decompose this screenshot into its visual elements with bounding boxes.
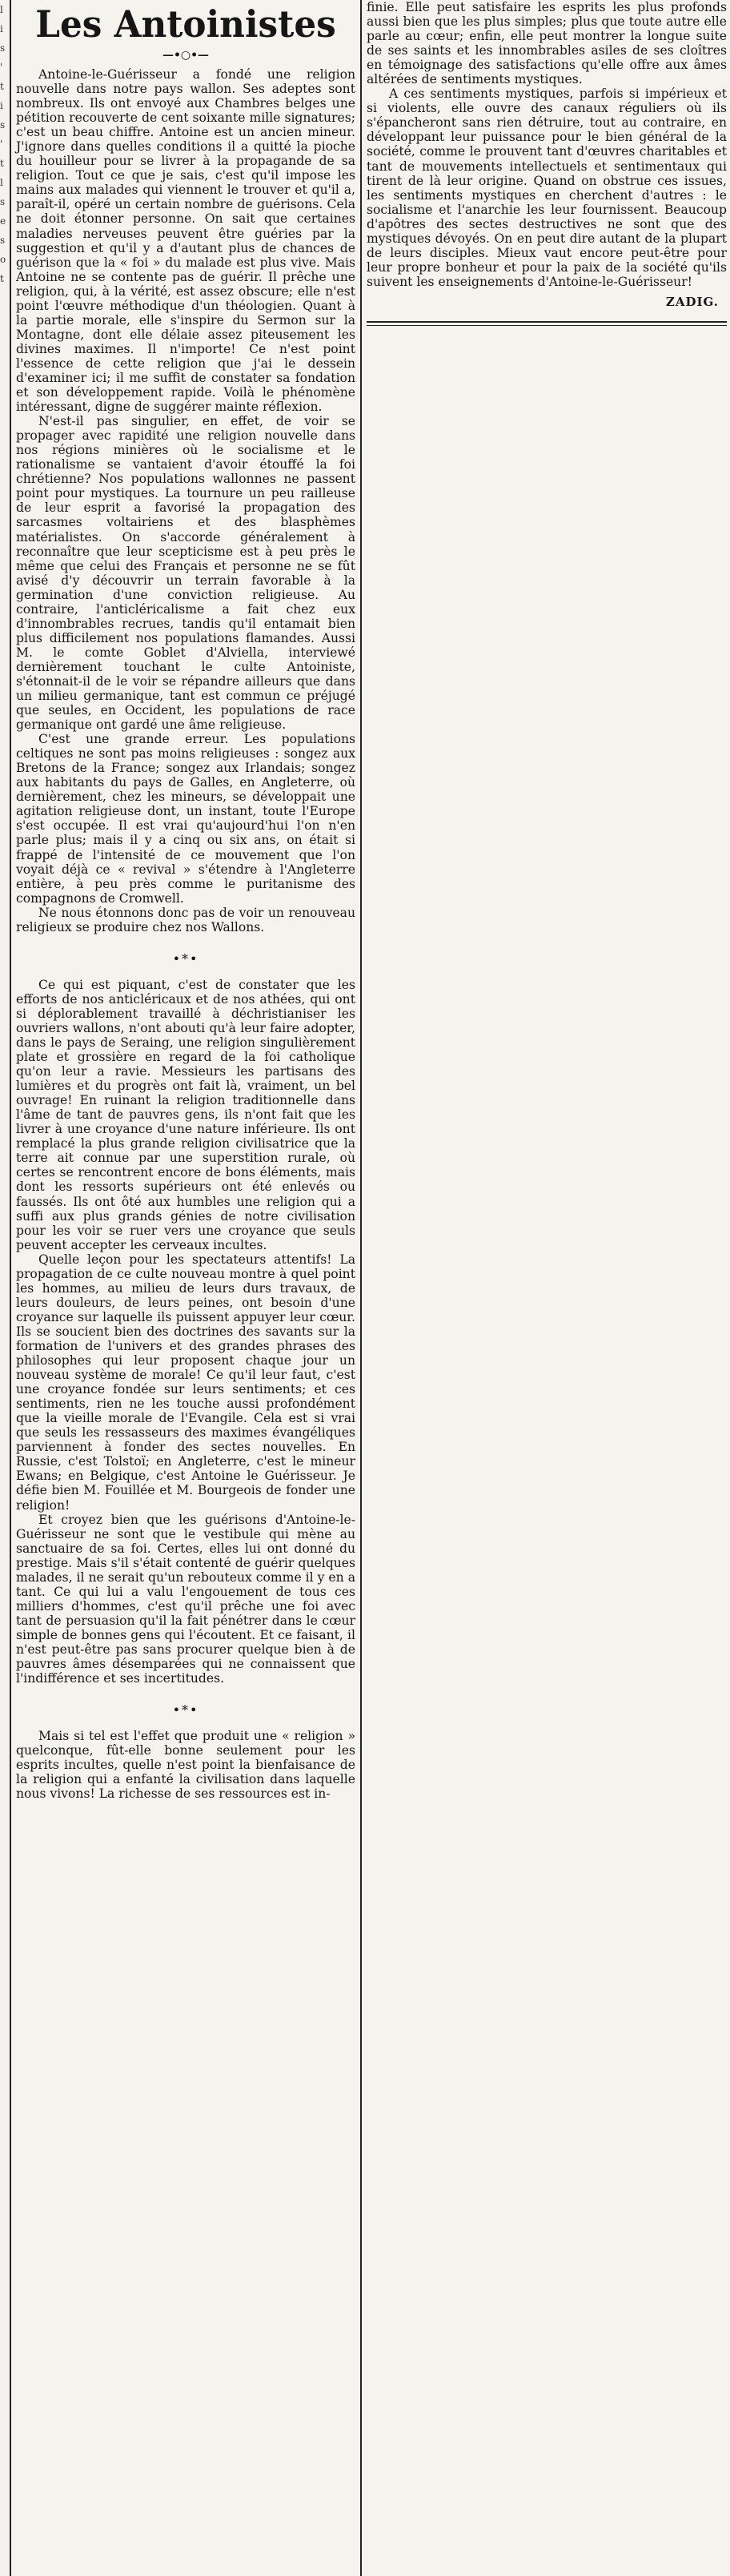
- paragraph: Antoine-le-Guérisseur a fondé une religion nouvelle dans notre pays wallon. Ses adeptes sont nombreux. Ils ont envoyé aux Chambres belges une pétition recouverte de cent soixante mille signatures; c'est un beau chiffre. Antoine est un ancien mineur. J'ignore dans quelles conditions il a quitté la pioche du houilleur pour se livrer à la propagande de sa religion. Tout ce que je sais, c'est qu'il impose les mains aux malades qui viennent le trouver et qu'il a, paraît-il, opéré un certain nombre de guérisons. Cela ne doit étonner personne. On sait que certaines maladies nerveuses peuvent être guéries par la suggestion et qu'il y a d'autant plus de chances de guérison que la « foi » du malade est plus vive. Mais Antoine ne se contente pas de guérir. Il prêche une religion, qui, à la vérité, est assez obscure; elle n'est point l'œuvre méthodique d'un théologien. Quant à la partie morale, elle s'inspire du Sermon sur la Montagne, dont elle délaie assez piteusement les divines maximes. Il n'importe! Ce n'est point l'essence de cette religion que j'ai le dessein d'examiner ici; il me suffit de constater sa fondation et son développement rapide. Voilà le phénomène intéressant, digne de suggérer mainte réflexion.: [16, 67, 355, 415]
- article-column-2: [367, 0, 727, 326]
- article-column-1: [16, 0, 355, 1801]
- column-rule-middle: [360, 0, 362, 2576]
- fragment-char: ': [0, 139, 3, 150]
- fragment-char: o: [0, 254, 6, 265]
- paragraph: Et croyez bien que les guérisons d'Antoine-le-Guérisseur ne sont que le vestibule qui mène au sanctuaire de sa foi. Certes, elles lui ont donné du prestige. Mais s'il s'était contenté de guérir quelques malades, il ne serait qu'un rebouteux comme il y en a tant. Ce qui lui a valu l'engouement de tous ces milliers d'hommes, c'est qu'il prêche une foi avec tant de persuasion qu'il la fait pénétrer dans le cœur simple de bonnes gens qui l'écoutent. Et ce faisant, il n'est peut-être pas sans procurer quelque bien à de pauvres âmes désemparées qui ne connaissent que l'indifférence et ses incertitudes.: [16, 1512, 355, 1686]
- fragment-char: s: [0, 196, 6, 207]
- author-signature: ZADIG.: [665, 294, 719, 309]
- fragment-char: t: [0, 273, 4, 284]
- fragment-char: s: [0, 42, 6, 54]
- fragment-char: s: [0, 235, 6, 246]
- paragraph: N'est-il pas singulier, en effet, de voir se propager avec rapidité une religion nouvelle dans nos régions minières où le socialisme et le rationalisme se vantaient d'avoir étouffé la foi chrétienne? Nos populations wallonnes ne passent point pour mystiques. La tournure un peu railleuse de leur esprit a favorisé la propagation des sarcasmes voltairiens et des blasphèmes matérialistes. On s'accorde généralement à reconnaître que leur scepticisme est à peu près le même que celui des Français et personne ne se fût avisé d'y découvrir un terrain favorable à la germination d'une conviction religieuse. Au contraire, l'anticléricalisme a fait chez eux d'innombrables recrues, tandis qu'il entamait bien plus difficilement nos populations flamandes. Aussi M. le comte Goblet d'Alviella, interviewé dernièrement touchant le culte Antoiniste, s'étonnait-il de le voir se répandre ailleurs que dans un milieu germanique, tant est commun ce préjugé que seules, en Occident, les populations de race germanique ont gardé une âme religieuse.: [16, 414, 355, 733]
- fragment-char: t: [0, 81, 4, 92]
- paragraph: Quelle leçon pour les spectateurs attentifs! La propagation de ce culte nouveau montre à quel point les hommes, au milieu de leurs durs travaux, de leurs douleurs, de leurs peines, ont besoin d'une croyance sur laquelle ils puissent appuyer leur cœur. Ils se soucient bien des doctrines des savants sur la formation de l'univers et des grandes phrases des philosophes qui leur proposent chaque jour un nouveau système de morale! Ce qu'il leur faut, c'est une croyance fondée sur leurs sentiments; et ces sentiments, rien ne les touche aussi profondément que la vieille morale de l'Evangile. Cela est si vrai que seuls les ressasseurs des maximes évangéliques parviennent à fonder des sectes nouvelles. En Russie, c'est Tolstoï; en Angleterre, c'est le mineur Ewans; en Belgique, c'est Antoine le Guérisseur. Je défie bien M. Fouillée et M. Bourgeois de fonder une religion!: [16, 1252, 355, 1513]
- fragment-char: l: [0, 4, 3, 15]
- paragraph: finie. Elle peut satisfaire les esprits les plus profonds aussi bien que les plus simples; plus que toute autre elle parle au cœur; enfin, elle peut montrer la longue suite de ses saints et les innombrables asiles de ses cloîtres en témoignage des satisfactions qu'elle offre aux âmes altérées de sentiments mystiques.: [367, 0, 727, 87]
- fragment-char: ': [0, 62, 3, 73]
- fragment-char: i: [0, 23, 3, 34]
- paragraph: A ces sentiments mystiques, parfois si impérieux et si violents, elle ouvre des canaux réguliers où ils s'épancheront sans rien détruire, tout au contraire, en développant leur puissance pour le bien général de la société, comme le prouvent tant d'œuvres charitables et tant de mouvements intellectuels et sentimentaux qui tirent de là leur origine. Quand on obstrue ces issues, les sentiments mystiques en cherchent d'autres : le socialisme et l'anarchie les leur fournissent. Beaucoup d'apôtres des sectes destructives ne sont que des mystiques dévoyés. On en peut dire autant de la plupart de leurs disciples. Mieux vaut encore peut-être pour leur propre bonheur et pour la paix de la société qu'ils suivent les enseignements d'Antoine-le-Guérisseur!: [367, 86, 727, 289]
- paragraph: Ne nous étonnons donc pas de voir un renouveau religieux se produire chez nos Wallons.: [16, 905, 355, 934]
- fragment-char: t: [0, 158, 4, 169]
- article-end-rule: [367, 321, 727, 326]
- adjacent-column-fragment: [0, 0, 10, 881]
- article-title: Les Antoinistes: [35, 2, 336, 46]
- paragraph: C'est une grande erreur. Les populations celtiques ne sont pas moins religieuses : songez aux Bretons de la France; songez aux Irlandais; songez aux habitants du pays de Galles, en Angleterre, où dernièrement, chez les mineurs, se développait une agitation religieuse dont, un instant, toute l'Europe s'est occupée. Il est vrai qu'aujourd'hui l'on n'en parle plus; mais il y a cinq ou six ans, on était si frappé de l'intensité de ce mouvement que l'on voyait déjà ce « revival » s'étendre à l'Angleterre entière, à peu près comme le puritanisme des compagnons de Cromwell.: [16, 732, 355, 906]
- title-ornament: —•○•—: [162, 49, 210, 62]
- paragraph: Mais si tel est l'effet que produit une « religion » quelconque, fût-elle bonne seulement pour les esprits incultes, quelle n'est point la bienfaisance de la religion qui a enfanté la civilisation dans laquelle nous vivons! La richesse de ses ressources est in-: [16, 1729, 355, 1802]
- column-rule-left: [10, 0, 11, 2576]
- fragment-char: i: [0, 100, 3, 111]
- fragment-char: s: [0, 119, 6, 131]
- fragment-char: l: [0, 177, 3, 188]
- paragraph: Ce qui est piquant, c'est de constater que les efforts de nos anticléricaux et de nos athées, qui ont si déplorablement travaillé à déchristianiser les ouvriers wallons, n'ont abouti qu'à leur faire adopter, dans le pays de Seraing, une religion singulièrement plate et grossière en regard de la foi catholique qu'on leur a ravie. Messieurs les partisans des lumières et du progrès ont fait là, vraiment, un bel ouvrage! En ruinant la religion traditionnelle dans l'âme de tant de pauvres gens, ils n'ont fait que les livrer à une croyance d'une nature inférieure. Ils ont remplacé la plus grande religion civilisatrice que la terre ait connue par une superstition rurale, où certes se rencontrent encore de bons éléments, mais dont les ressorts supérieurs ont été enlevés ou faussés. Ils ont ôté aux humbles une religion qui a suffi aux plus grands génies de notre civilisation pour les voir se ruer vers une croyance que seuls peuvent accepter les cerveaux incultes.: [16, 977, 355, 1252]
- fragment-char: e: [0, 215, 6, 227]
- section-separator: •*•: [172, 1702, 199, 1718]
- section-separator: •*•: [172, 950, 199, 967]
